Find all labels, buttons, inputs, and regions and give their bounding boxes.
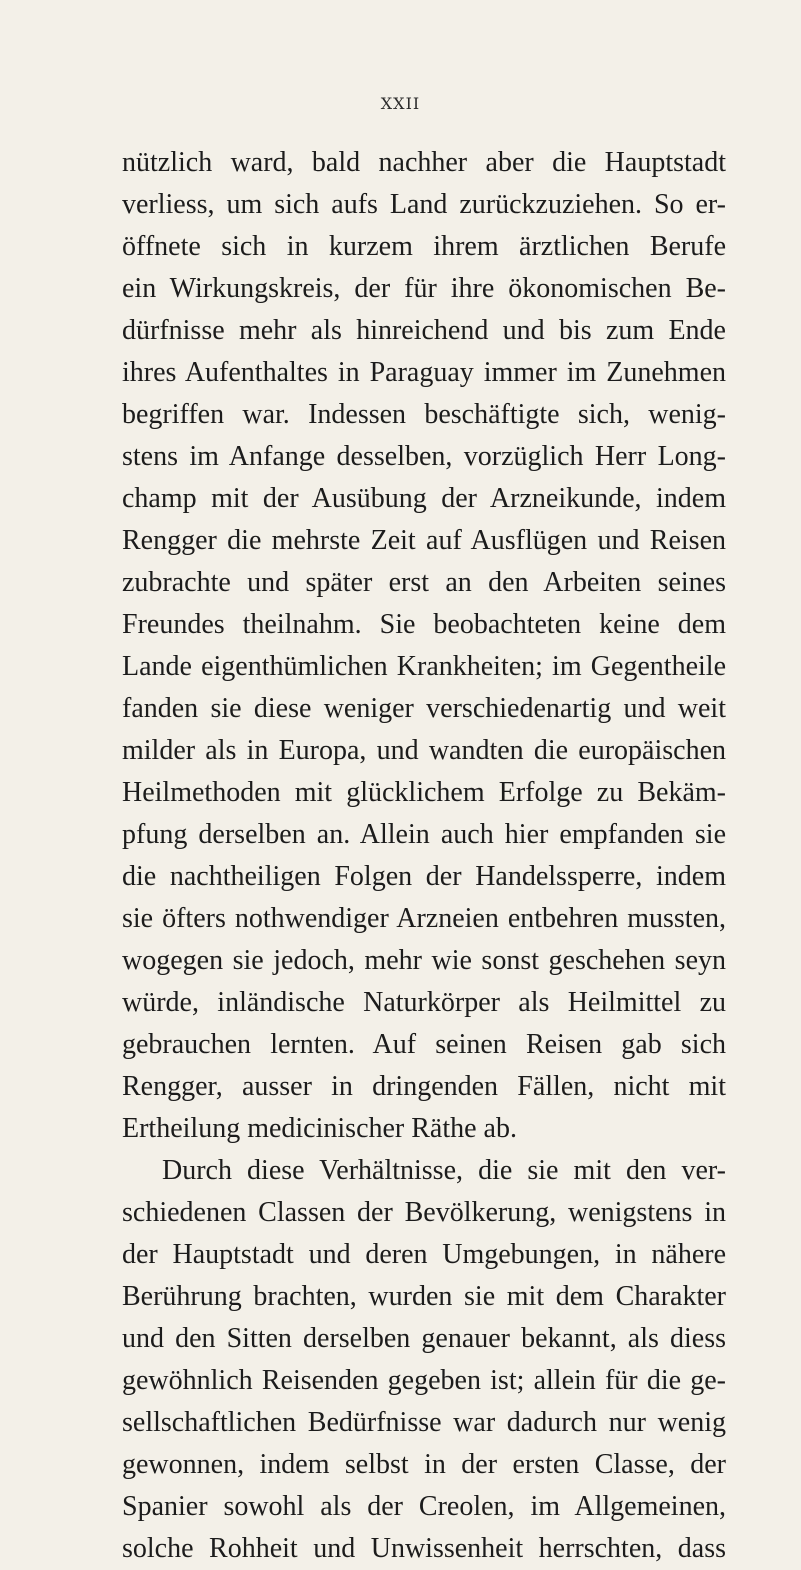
text-line: gewonnen, indem selbst in der ersten Classe, der: [122, 1449, 726, 1480]
text-line: begriffen war. Indessen beschäftigte sich, wenig-: [122, 399, 726, 430]
text-line: fanden sie diese weniger verschiedenartig und weit: [122, 693, 726, 724]
text-line: stens im Anfange desselben, vorzüglich Herr Long-: [122, 441, 726, 472]
text-line: zubrachte und später erst an den Arbeiten seines: [122, 567, 726, 598]
text-line: und den Sitten derselben genauer bekannt, als diess: [122, 1323, 726, 1354]
text-line: schiedenen Classen der Bevölkerung, wenigstens in: [122, 1197, 726, 1228]
text-line: champ mit der Ausübung der Arzneikunde, indem: [122, 483, 726, 514]
text-line: Spanier sowohl als der Creolen, im Allgemeinen,: [122, 1491, 726, 1522]
paragraph-start-line: Durch diese Verhältnisse, die sie mit den ver-: [162, 1155, 726, 1186]
text-line: verliess, um sich aufs Land zurückzuziehen. So er-: [122, 189, 726, 220]
text-line: ein Wirkungskreis, der für ihre ökonomischen Be-: [122, 273, 726, 304]
text-line: pfung derselben an. Allein auch hier empfanden sie: [122, 819, 726, 850]
text-line: ihres Aufenthaltes in Paraguay immer im Zunehmen: [122, 357, 726, 388]
text-line: der Hauptstadt und deren Umgebungen, in nähere: [122, 1239, 726, 1270]
text-line: nützlich ward, bald nachher aber die Hauptstadt: [122, 147, 726, 178]
text-line: Rengger, ausser in dringenden Fällen, nicht mit: [122, 1071, 726, 1102]
text-line: Rengger die mehrste Zeit auf Ausflügen und Reisen: [122, 525, 726, 556]
text-line: die nachtheiligen Folgen der Handelssperre, indem: [122, 861, 726, 892]
text-line: Lande eigenthümlichen Krankheiten; im Gegentheile: [122, 651, 726, 682]
text-line: wogegen sie jedoch, mehr wie sonst geschehen seyn: [122, 945, 726, 976]
paragraph-end-line: Ertheilung medicinischer Räthe ab.: [122, 1113, 517, 1144]
text-line: solche Rohheit und Unwissenheit herrschten, dass: [122, 1533, 726, 1564]
text-line: gebrauchen lernten. Auf seinen Reisen gab sich: [122, 1029, 726, 1060]
text-line: sie öfters nothwendiger Arzneien entbehren mussten,: [122, 903, 726, 934]
text-line: dürfnisse mehr als hinreichend und bis zum Ende: [122, 315, 726, 346]
text-line: gewöhnlich Reisenden gegeben ist; allein für die ge-: [122, 1365, 726, 1396]
text-line: sellschaftlichen Bedürfnisse war dadurch nur wenig: [122, 1407, 726, 1438]
text-line: Heilmethoden mit glücklichem Erfolge zu Bekäm-: [122, 777, 726, 808]
text-line: milder als in Europa, und wandten die europäischen: [122, 735, 726, 766]
text-line: Freundes theilnahm. Sie beobachteten keine dem: [122, 609, 726, 640]
text-line: Berührung brachten, wurden sie mit dem Charakter: [122, 1281, 726, 1312]
page-number: XXII: [380, 94, 421, 113]
text-line: öffnete sich in kurzem ihrem ärztlichen Berufe: [122, 231, 726, 262]
text-line: würde, inländische Naturkörper als Heilmittel zu: [122, 987, 726, 1018]
body-text: [122, 142, 726, 1570]
